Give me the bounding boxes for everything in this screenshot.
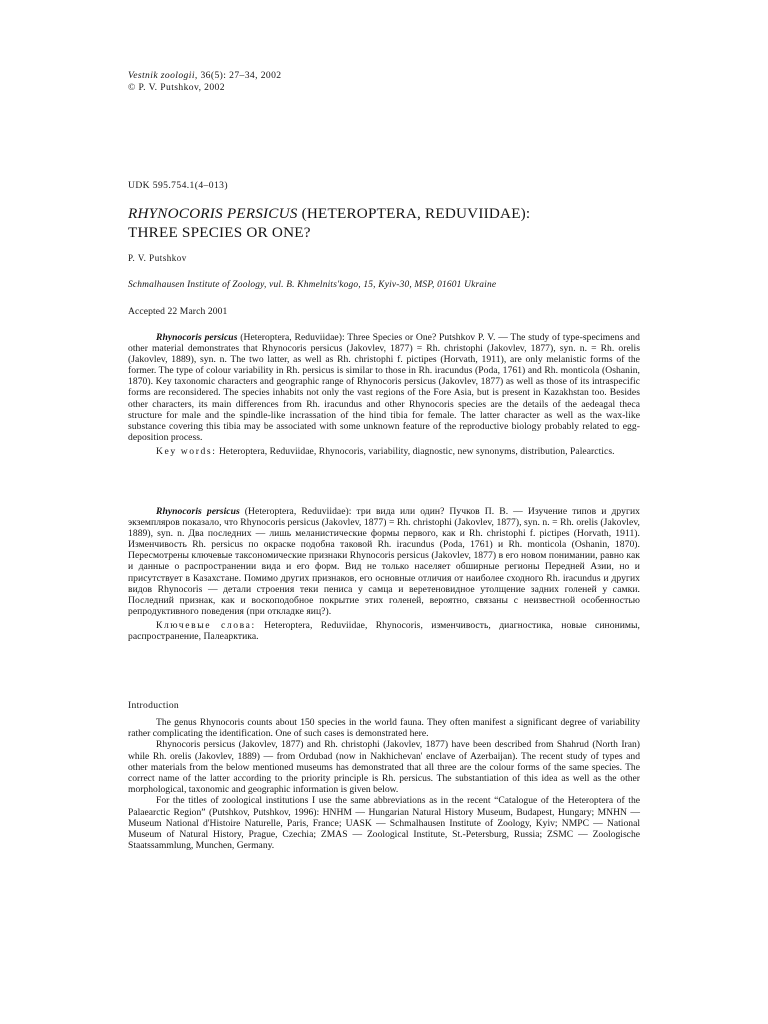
- title-line-2: THREE SPECIES OR ONE?: [128, 224, 311, 241]
- journal-volume: , 36(5): 27–34, 2002: [194, 70, 282, 81]
- author-affiliation: Schmalhausen Institute of Zoology, vul. B. Khmelnits'kogo, 15, Kyiv-30, MSP, 01601 Ukraine: [128, 280, 497, 290]
- intro-paragraph-2: Rhynocoris persicus (Jakovlev, 1877) and Rh. christophi (Jakovlev, 1877) have been described from Shahrud (North Iran) while Rh. orelis (Jakovlev, 1889) — from Ordubad (now in Nakhichevan' enclave of Azerbaijan). The recent study of types and other materials from the below mentioned museums has demonstrated that all three are the colour forms of the same species. The correct name of the latter according to the priority principle is Rh. persicus. The substantiation of this idea as well as the other morphological, taxonomic and geographic information is given below.: [128, 739, 640, 796]
- intro-paragraph-3: For the titles of zoological institutions I use the same abbreviations as in the recent “Catalogue of the Heteroptera of the Palaearctic Region” (Putshkov, Putshkov, 1996): HNHM — Hungarian Natural History Museum, Budapest, Hungary; MNHN — Museum National d'Histoire Naturelle, Paris, France; UASK — Schmalhausen Institute of Zoology, Kyiv; NMPC — National Museum of Natural History, Prague, Czechia; ZMAS — Zoological Institute, St.-Petersburg, Russia; ZSMC — Zoologische Staatssammlung, Munchen, Germany.: [128, 795, 640, 852]
- accepted-date: Accepted 22 March 2001: [128, 306, 228, 317]
- intro-paragraph-1: The genus Rhynocoris counts about 150 species in the world fauna. They often manifest a significant degree of variability rather complicating the identification. One of such cases is demonstrated here.: [128, 717, 640, 740]
- abstract-english: [128, 332, 640, 457]
- abstract-ru-lead: Rhynocoris persicus: [156, 506, 240, 517]
- keywords-en-text: Heteroptera, Reduviidae, Rhynocoris, variability, diagnostic, new synonyms, distribution, Palearctics.: [216, 445, 615, 457]
- author-name: P. V. Putshkov: [128, 253, 187, 263]
- article-title: [128, 204, 530, 242]
- abstract-russian: [128, 506, 640, 642]
- abstract-ru-paragraph: [128, 506, 640, 617]
- title-species: RHYNOCORIS PERSICUS: [128, 205, 298, 222]
- keywords-en: [128, 446, 640, 457]
- title-family: (HETEROPTERA, REDUVIIDAE):: [297, 205, 531, 222]
- journal-citation: [128, 70, 282, 82]
- abstract-en-paragraph: [128, 332, 640, 443]
- introduction-body: [128, 717, 640, 851]
- section-heading-introduction: Introduction: [128, 700, 180, 711]
- journal-name: Vestnik zoologii: [128, 70, 195, 81]
- abstract-en-text: (Heteroptera, Reduviidae): Three Species or One? Putshkov P. V. — The study of type-specimens and other material demonstrates that Rhynocoris persicus (Jakovlev, 1877) = Rh. christophi (Jakovlev, 1877), syn. n. = Rh. orelis (Jakovlev, 1889), syn. n. The two latter, as well as Rh. christophi f. pictipes (Horvath, 1911), are only melanistic forms of the former. The type of colour variability in Rh. persicus is similar to those in Rh. iracundus (Poda, 1761) and Rh. monticola (Oshanin, 1870). Key taxonomic characters and geographic range of Rhynocoris persicus (Jakovlev, 1877) as well as those of its intraspecific forms are reconsidered. The species inhabits not only the vast regions of the Fore Asia, but is present in Kazakhstan too. Besides other characters, its main differences from Rh. iracundus and other Rhynocoris species are the details of the aedeagal theca structure for male and the spindle-like incrassation of the hind tibia for female. The latter character as well as the wax-like substance covering this tibia may be associated with some unknown feature of the reproductive biology probably related to egg-deposition process.: [128, 332, 640, 443]
- abstract-en-lead: Rhynocoris persicus: [156, 332, 238, 343]
- keywords-ru: [128, 620, 640, 642]
- keywords-ru-label: Ключевые слова:: [156, 619, 256, 631]
- udk-code: UDK 595.754.1(4–013): [128, 180, 228, 191]
- abstract-ru-text: (Heteroptera, Reduviidae): три вида или один? Пучков П. В. — Изучение типов и других экземпляров показало, что Rhynocoris persicus (Jakovlev, 1877) = Rh. christophi (Jakovlev, 1877), syn. n. = Rh. orelis (Jakovlev, 1889), syn. n. Два последних — лишь меланистические формы первого, как и Rh. christophi f. pictipes (Horvath, 1911). Изменчивость Rh. persicus по окраске подобна таковой Rh. iracundus (Poda, 1761) и Rh. monticola (Oshanin, 1870). Пересмотрены ключевые таксономические признаки Rhynocoris persicus (Jakovlev, 1877) в его новом понимании, равно как и данные о распространении вида и его форм. Вид не только населяет обширные регионы Передней Азии, но и присутствует в Казахстане. Помимо других признаков, его основные отличия от наиболее сходного Rh. iracundus и других видов Rhynocoris — детали строения теки пениса у самца и веретеновидное утолщение задних голеней у самки. Последний признак, как и воскоподобное покрытие этих голеней, вероятно, связаны с неизвестной особенностью репродуктивного поведения (при откладке яиц?).: [128, 506, 640, 617]
- title-line-1: [128, 204, 530, 223]
- copyright-line: © P. V. Putshkov, 2002: [128, 82, 225, 93]
- keywords-en-label: Key words:: [156, 445, 217, 457]
- keywords-ru-text: Heteroptera, Reduviidae, Rhynocoris, изменчивость, диагностика, новые синонимы, распространение, Палеарктика.: [128, 619, 640, 643]
